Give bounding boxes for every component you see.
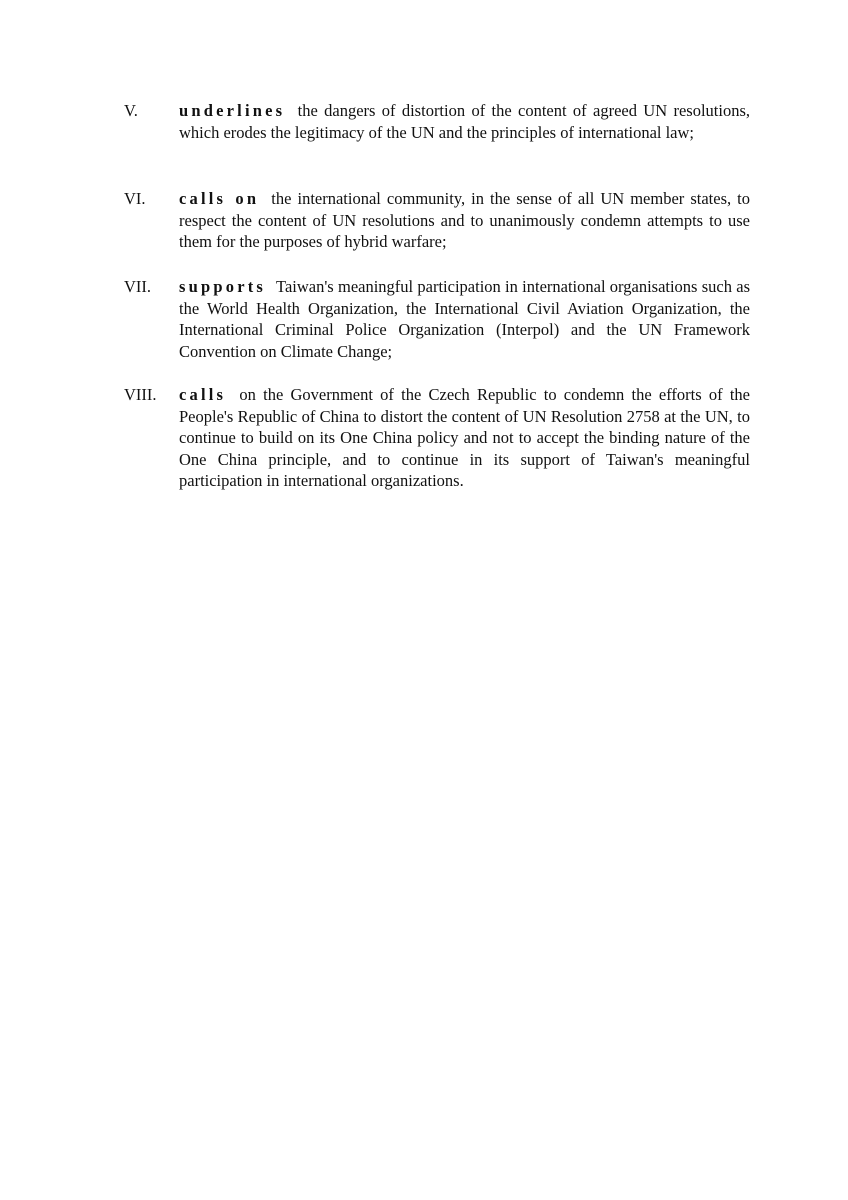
clause-body xyxy=(179,276,750,362)
clause-number: V. xyxy=(124,101,138,120)
clause-number: VI. xyxy=(124,189,146,208)
clause-body xyxy=(179,188,750,253)
clause-text: on the Government of the Czech Republic to condemn the efforts of the People's Republic of China to distort the content of UN Resolution 2758 at the UN, to continue to build on its One China policy and not to accept the binding nature of the One China principle, and to continue in its support of Taiwan's meaningful participation in international organizations. xyxy=(179,385,750,491)
clause-verb: supports xyxy=(179,277,267,296)
clause-text: the international community, in the sense of all UN member states, to respect the content of UN resolutions and to unanimously condemn attempts to use them for the purposes of hybrid warfare; xyxy=(179,189,750,252)
clause-number: VIII. xyxy=(124,385,157,404)
clause-body xyxy=(179,384,750,492)
clause-verb: calls xyxy=(179,385,227,404)
clause-text: Taiwan's meaningful participation in international organisations such as the World Health Organization, the International Civil Aviation Organization, the International Criminal Police Organization (Interpol) and the UN Framework Convention on Climate Change; xyxy=(179,277,750,361)
clause-verb: calls on xyxy=(179,189,260,208)
clause-number: VII. xyxy=(124,277,152,296)
clause-body xyxy=(179,100,750,143)
clause-text: the dangers of distortion of the content of agreed UN resolutions, which erodes the legitimacy of the UN and the principles of international law; xyxy=(179,101,751,142)
clause-verb: underlines xyxy=(179,101,286,120)
